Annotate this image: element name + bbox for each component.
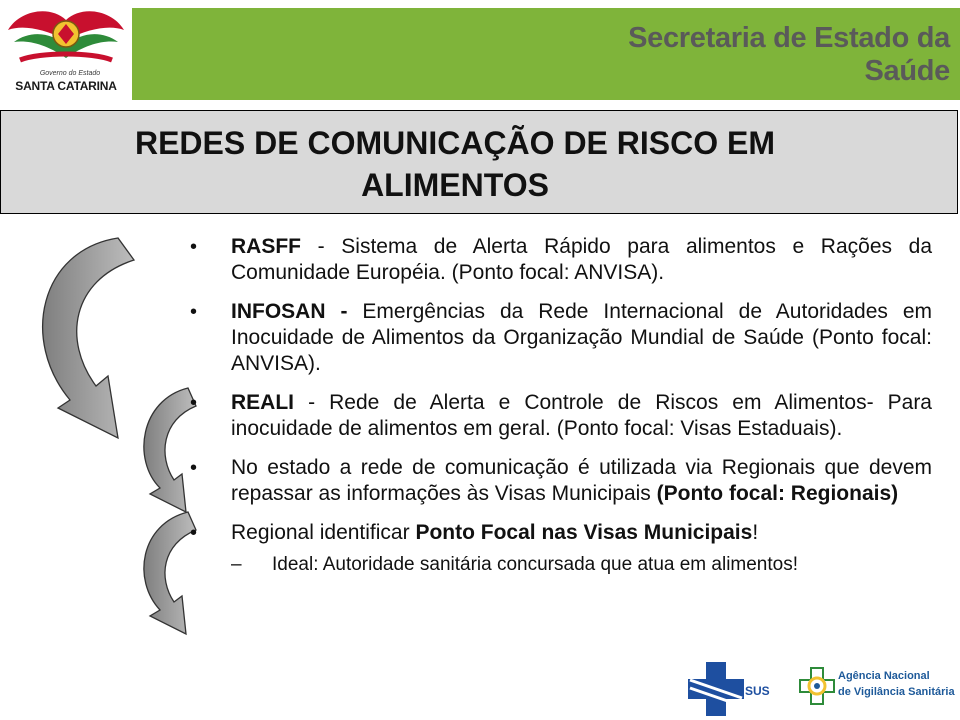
bullet-list	[190, 234, 932, 576]
bullet-item: • RASFF - Sistema de Alerta Rápido para alimentos e Rações da Comunidade Européia. (Ponto focal: ANVISA).	[190, 234, 932, 286]
slide-title-line2: ALIMENTOS	[361, 167, 549, 203]
sus-label: SUS	[745, 684, 770, 698]
logo-name: SANTA CATARINA	[15, 79, 117, 93]
sub-bullet-item: – Ideal: Autoridade sanitária concursada que atua em alimentos!	[231, 554, 798, 575]
slide-title-line1: REDES DE COMUNICAÇÃO DE RISCO EM	[134, 125, 776, 161]
header-title: Secretaria de Estado da Saúde	[628, 22, 950, 87]
anvisa-logo-icon	[798, 666, 836, 706]
coat-of-arms-icon	[0, 0, 132, 80]
curved-arrow-icon	[43, 238, 134, 438]
logo-subtitle: Governo do Estado	[39, 70, 101, 77]
bullet-item: • Regional identificar Ponto Focal nas Visas Municipais!	[190, 520, 932, 546]
curved-arrow-icon	[144, 512, 196, 634]
curved-arrows	[0, 230, 200, 660]
bullet-item: • No estado a rede de comunicação é utilizada via Regionais que devem repassar as informações às Visas Municipais (Ponto focal: Regionais)	[190, 455, 932, 507]
slide-title	[90, 122, 820, 206]
anvisa-name-line1: Agência Nacional	[838, 670, 930, 682]
curved-arrow-icon	[144, 388, 196, 512]
bullet-item: • INFOSAN - Emergências da Rede Internacional de Autoridades em Inocuidade de Alimentos da Organização Mundial de Saúde (Ponto focal: ANVISA).	[190, 299, 932, 377]
bullet-item: • REALI - Rede de Alerta e Controle de Riscos em Alimentos- Para inocuidade de alimentos em geral. (Ponto focal: Visas Estaduais).	[190, 390, 932, 442]
anvisa-name-line2: de Vigilância Sanitária	[838, 686, 955, 698]
